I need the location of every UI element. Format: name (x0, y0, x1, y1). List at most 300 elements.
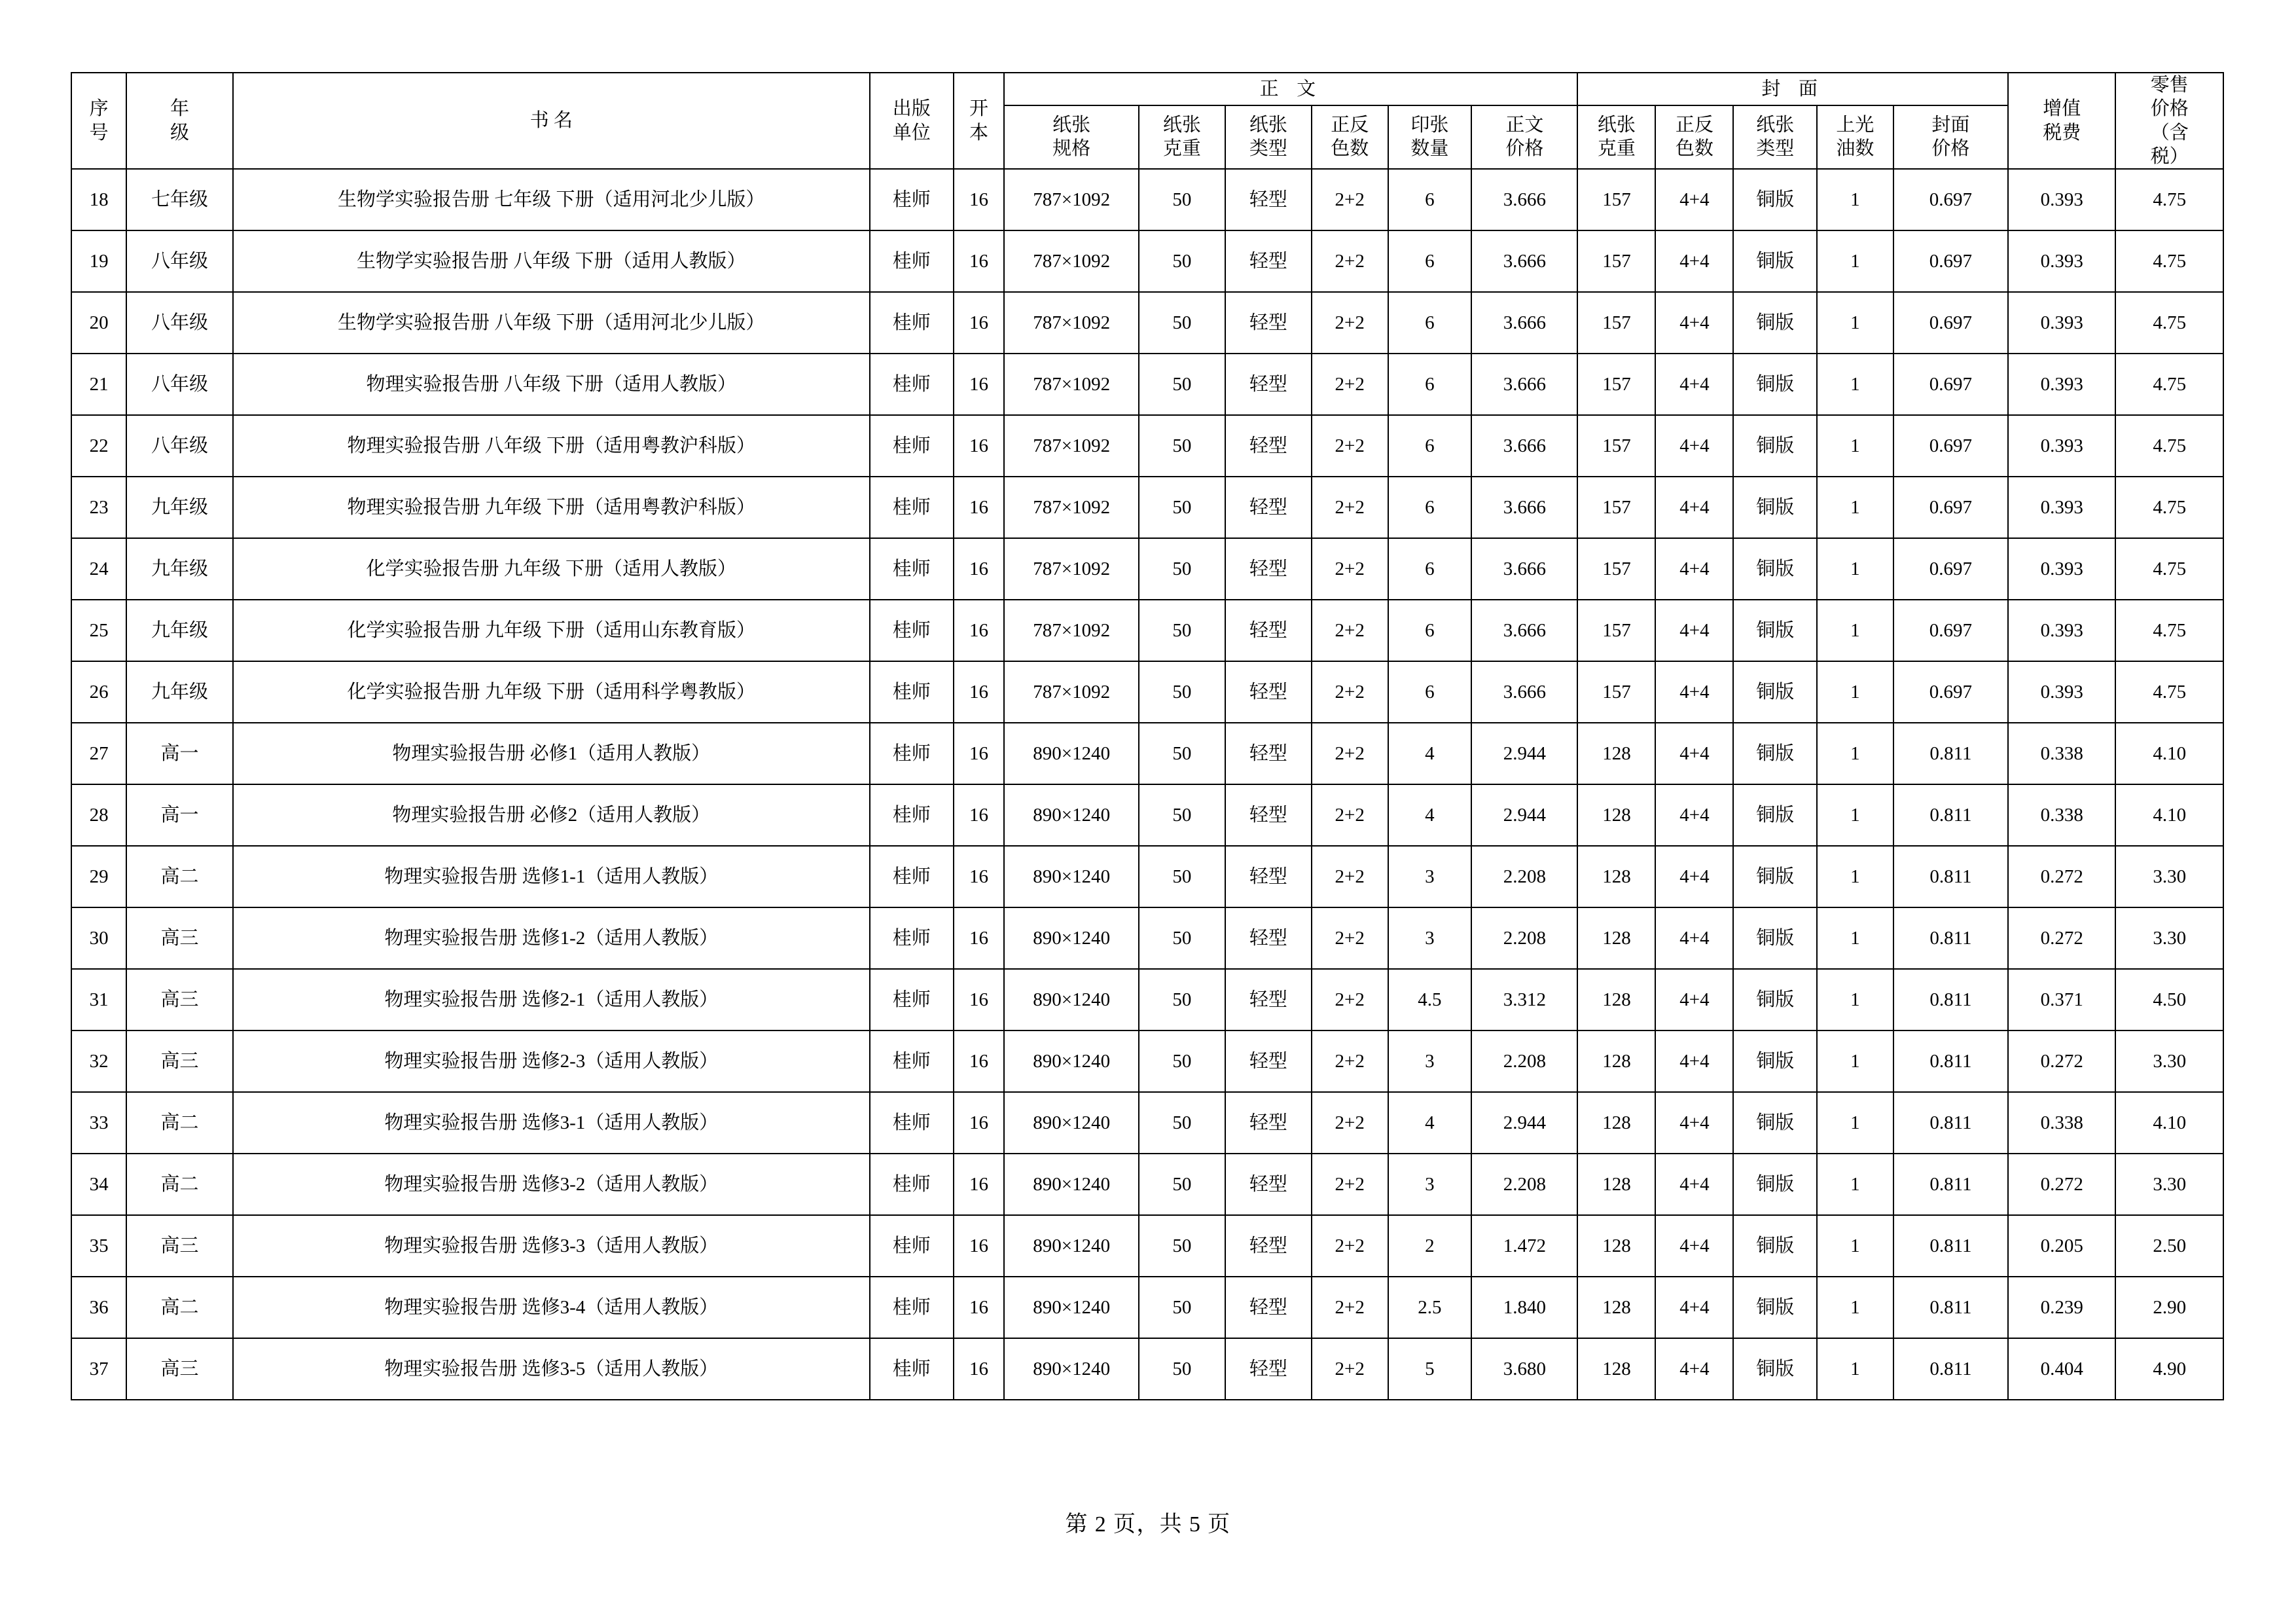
row-cover-colors: 4+4 (1655, 723, 1733, 784)
table-row (71, 907, 2223, 969)
row-body-price: 3.666 (1471, 292, 1577, 354)
row-publisher: 桂师 (870, 415, 954, 477)
row-paper-gsm: 50 (1139, 907, 1225, 969)
row-cover-price: 0.811 (1893, 969, 2008, 1030)
row-cover-type: 铜版 (1733, 1092, 1817, 1154)
row-paper-gsm: 50 (1139, 723, 1225, 784)
row-publisher: 桂师 (870, 723, 954, 784)
row-paper-type: 轻型 (1225, 846, 1312, 907)
row-sheets: 6 (1388, 415, 1472, 477)
row-cover-colors: 4+4 (1655, 1338, 1733, 1400)
row-publisher: 桂师 (870, 538, 954, 600)
row-seq: 19 (71, 230, 126, 292)
row-tax: 0.393 (2008, 600, 2115, 661)
row-cover-gsm: 128 (1577, 907, 1655, 969)
row-cover-gsm: 157 (1577, 415, 1655, 477)
row-cover-type: 铜版 (1733, 230, 1817, 292)
row-book-name: 物理实验报告册 必修1（适用人教版） (233, 723, 870, 784)
row-grade: 八年级 (126, 354, 232, 415)
header-glaze (1817, 105, 1893, 169)
row-publisher: 桂师 (870, 477, 954, 538)
row-format: 16 (954, 784, 1005, 846)
row-paper-type: 轻型 (1225, 1277, 1312, 1338)
row-body-price: 3.312 (1471, 969, 1577, 1030)
row-grade: 高二 (126, 1092, 232, 1154)
row-paper-type: 轻型 (1225, 538, 1312, 600)
row-seq: 27 (71, 723, 126, 784)
row-cover-type: 铜版 (1733, 723, 1817, 784)
table-row (71, 1338, 2223, 1400)
row-grade: 九年级 (126, 661, 232, 723)
row-tax: 0.393 (2008, 538, 2115, 600)
row-seq: 18 (71, 169, 126, 230)
header-cover-colors (1655, 105, 1733, 169)
row-tax: 0.393 (2008, 230, 2115, 292)
row-glaze: 1 (1817, 1215, 1893, 1277)
row-sheets: 6 (1388, 600, 1472, 661)
row-format: 16 (954, 1338, 1005, 1400)
row-tax: 0.338 (2008, 784, 2115, 846)
header-body-price-line1: 正文 (1505, 115, 1544, 136)
row-book-name: 物理实验报告册 选修3-2（适用人教版） (233, 1154, 870, 1215)
row-glaze: 1 (1817, 477, 1893, 538)
row-glaze: 1 (1817, 415, 1893, 477)
row-paper-spec: 890×1240 (1004, 1215, 1138, 1277)
header-paper-gsm-line1: 纸张 (1162, 115, 1201, 136)
row-retail: 4.75 (2115, 169, 2223, 230)
header-paper-type (1225, 105, 1312, 169)
header-retail-line4: 税） (2150, 145, 2189, 167)
row-glaze: 1 (1817, 600, 1893, 661)
row-seq: 34 (71, 1154, 126, 1215)
row-body-price: 3.666 (1471, 600, 1577, 661)
row-cover-type: 铜版 (1733, 354, 1817, 415)
row-paper-spec: 787×1092 (1004, 354, 1138, 415)
row-retail: 3.30 (2115, 1030, 2223, 1092)
row-cover-colors: 4+4 (1655, 230, 1733, 292)
row-book-name: 生物学实验报告册 八年级 下册（适用人教版） (233, 230, 870, 292)
row-paper-type: 轻型 (1225, 600, 1312, 661)
row-cover-type: 铜版 (1733, 538, 1817, 600)
row-book-name: 生物学实验报告册 七年级 下册（适用河北少儿版） (233, 169, 870, 230)
header-body-colors-line2: 色数 (1331, 138, 1369, 160)
table-row (71, 538, 2223, 600)
header-glaze-line1: 上光 (1836, 115, 1874, 136)
table-row (71, 723, 2223, 784)
row-paper-gsm: 50 (1139, 230, 1225, 292)
row-cover-price: 0.811 (1893, 907, 2008, 969)
header-grade-line1: 年 (170, 98, 189, 120)
row-cover-type: 铜版 (1733, 169, 1817, 230)
row-grade: 九年级 (126, 538, 232, 600)
row-paper-spec: 890×1240 (1004, 969, 1138, 1030)
header-publisher-line2: 单位 (892, 122, 931, 143)
row-paper-gsm: 50 (1139, 169, 1225, 230)
row-format: 16 (954, 661, 1005, 723)
table-row (71, 1092, 2223, 1154)
row-cover-type: 铜版 (1733, 907, 1817, 969)
row-tax: 0.272 (2008, 1154, 2115, 1215)
row-glaze: 1 (1817, 907, 1893, 969)
row-paper-gsm: 50 (1139, 969, 1225, 1030)
row-sheets: 4 (1388, 723, 1472, 784)
row-retail: 4.75 (2115, 538, 2223, 600)
header-paper-spec-line1: 纸张 (1052, 115, 1091, 136)
row-grade: 高二 (126, 1154, 232, 1215)
row-cover-gsm: 128 (1577, 969, 1655, 1030)
row-book-name: 生物学实验报告册 八年级 下册（适用河北少儿版） (233, 292, 870, 354)
row-cover-colors: 4+4 (1655, 600, 1733, 661)
row-cover-price: 0.697 (1893, 477, 2008, 538)
row-cover-gsm: 157 (1577, 354, 1655, 415)
row-cover-type: 铜版 (1733, 600, 1817, 661)
row-paper-type: 轻型 (1225, 415, 1312, 477)
row-cover-type: 铜版 (1733, 969, 1817, 1030)
row-book-name: 物理实验报告册 八年级 下册（适用粤教沪科版） (233, 415, 870, 477)
row-tax: 0.272 (2008, 907, 2115, 969)
row-tax: 0.404 (2008, 1338, 2115, 1400)
row-body-colors: 2+2 (1312, 600, 1388, 661)
row-paper-spec: 787×1092 (1004, 538, 1138, 600)
row-cover-colors: 4+4 (1655, 661, 1733, 723)
row-retail: 2.50 (2115, 1215, 2223, 1277)
row-body-price: 2.944 (1471, 1092, 1577, 1154)
row-seq: 20 (71, 292, 126, 354)
row-cover-colors: 4+4 (1655, 477, 1733, 538)
row-body-price: 3.666 (1471, 477, 1577, 538)
row-retail: 4.90 (2115, 1338, 2223, 1400)
header-format (954, 73, 1005, 169)
row-glaze: 1 (1817, 354, 1893, 415)
row-paper-spec: 787×1092 (1004, 230, 1138, 292)
header-body-group: 正 文 (1004, 73, 1577, 105)
row-format: 16 (954, 1092, 1005, 1154)
row-grade: 八年级 (126, 415, 232, 477)
row-sheets: 4.5 (1388, 969, 1472, 1030)
row-retail: 3.30 (2115, 846, 2223, 907)
row-format: 16 (954, 1030, 1005, 1092)
row-body-price: 3.666 (1471, 354, 1577, 415)
row-retail: 4.10 (2115, 1092, 2223, 1154)
row-glaze: 1 (1817, 230, 1893, 292)
row-cover-colors: 4+4 (1655, 846, 1733, 907)
row-cover-price: 0.811 (1893, 1215, 2008, 1277)
row-cover-colors: 4+4 (1655, 354, 1733, 415)
table-header (71, 73, 2223, 169)
row-paper-spec: 787×1092 (1004, 292, 1138, 354)
row-body-colors: 2+2 (1312, 784, 1388, 846)
row-publisher: 桂师 (870, 1030, 954, 1092)
row-cover-gsm: 157 (1577, 477, 1655, 538)
row-tax: 0.393 (2008, 661, 2115, 723)
row-tax: 0.338 (2008, 723, 2115, 784)
header-grade-line2: 级 (170, 122, 189, 143)
row-cover-colors: 4+4 (1655, 1092, 1733, 1154)
row-paper-type: 轻型 (1225, 1338, 1312, 1400)
row-paper-type: 轻型 (1225, 230, 1312, 292)
row-book-name: 物理实验报告册 选修3-5（适用人教版） (233, 1338, 870, 1400)
header-cover-group: 封 面 (1577, 73, 2008, 105)
row-sheets: 2.5 (1388, 1277, 1472, 1338)
row-grade: 高三 (126, 1338, 232, 1400)
row-retail: 4.75 (2115, 415, 2223, 477)
row-seq: 25 (71, 600, 126, 661)
row-cover-gsm: 157 (1577, 538, 1655, 600)
header-cover-type (1733, 105, 1817, 169)
row-cover-price: 0.697 (1893, 538, 2008, 600)
header-seq (71, 73, 126, 169)
header-body-colors (1312, 105, 1388, 169)
row-body-price: 1.472 (1471, 1215, 1577, 1277)
row-publisher: 桂师 (870, 169, 954, 230)
row-cover-price: 0.811 (1893, 784, 2008, 846)
row-body-price: 3.680 (1471, 1338, 1577, 1400)
row-seq: 37 (71, 1338, 126, 1400)
row-cover-price: 0.697 (1893, 415, 2008, 477)
textbook-price-table (71, 72, 2224, 1400)
row-cover-colors: 4+4 (1655, 415, 1733, 477)
row-glaze: 1 (1817, 661, 1893, 723)
header-sheets-line2: 数量 (1410, 138, 1449, 160)
row-format: 16 (954, 1277, 1005, 1338)
row-cover-type: 铜版 (1733, 477, 1817, 538)
row-grade: 高一 (126, 723, 232, 784)
row-paper-gsm: 50 (1139, 1338, 1225, 1400)
header-format-line2: 本 (969, 122, 989, 143)
row-format: 16 (954, 292, 1005, 354)
row-cover-type: 铜版 (1733, 1154, 1817, 1215)
row-glaze: 1 (1817, 784, 1893, 846)
row-cover-type: 铜版 (1733, 846, 1817, 907)
row-body-price: 3.666 (1471, 169, 1577, 230)
row-retail: 4.75 (2115, 292, 2223, 354)
row-tax: 0.338 (2008, 1092, 2115, 1154)
row-format: 16 (954, 1154, 1005, 1215)
header-grade (126, 73, 232, 169)
row-format: 16 (954, 169, 1005, 230)
row-format: 16 (954, 477, 1005, 538)
row-tax: 0.272 (2008, 846, 2115, 907)
row-book-name: 化学实验报告册 九年级 下册（适用科学粤教版） (233, 661, 870, 723)
row-format: 16 (954, 538, 1005, 600)
row-retail: 4.75 (2115, 354, 2223, 415)
header-cover-type-line1: 纸张 (1756, 115, 1795, 136)
row-grade: 八年级 (126, 230, 232, 292)
row-cover-gsm: 128 (1577, 1215, 1655, 1277)
row-book-name: 物理实验报告册 选修1-1（适用人教版） (233, 846, 870, 907)
row-format: 16 (954, 846, 1005, 907)
header-glaze-line2: 油数 (1836, 138, 1874, 160)
table-row (71, 169, 2223, 230)
row-paper-type: 轻型 (1225, 292, 1312, 354)
row-book-name: 化学实验报告册 九年级 下册（适用山东教育版） (233, 600, 870, 661)
row-cover-colors: 4+4 (1655, 784, 1733, 846)
row-glaze: 1 (1817, 1092, 1893, 1154)
row-tax: 0.393 (2008, 477, 2115, 538)
row-cover-type: 铜版 (1733, 1338, 1817, 1400)
row-sheets: 3 (1388, 1030, 1472, 1092)
row-body-colors: 2+2 (1312, 1338, 1388, 1400)
row-glaze: 1 (1817, 969, 1893, 1030)
row-paper-spec: 890×1240 (1004, 784, 1138, 846)
row-body-colors: 2+2 (1312, 969, 1388, 1030)
row-cover-type: 铜版 (1733, 292, 1817, 354)
row-seq: 33 (71, 1092, 126, 1154)
row-seq: 29 (71, 846, 126, 907)
row-sheets: 3 (1388, 1154, 1472, 1215)
row-cover-gsm: 128 (1577, 1277, 1655, 1338)
row-retail: 4.75 (2115, 230, 2223, 292)
header-publisher (870, 73, 954, 169)
header-paper-type-line1: 纸张 (1249, 115, 1287, 136)
row-tax: 0.393 (2008, 354, 2115, 415)
row-paper-spec: 890×1240 (1004, 723, 1138, 784)
header-cover-price (1893, 105, 2008, 169)
row-retail: 3.30 (2115, 1154, 2223, 1215)
row-sheets: 6 (1388, 169, 1472, 230)
row-paper-gsm: 50 (1139, 292, 1225, 354)
row-body-colors: 2+2 (1312, 415, 1388, 477)
row-seq: 36 (71, 1277, 126, 1338)
row-glaze: 1 (1817, 169, 1893, 230)
row-body-price: 3.666 (1471, 230, 1577, 292)
row-seq: 35 (71, 1215, 126, 1277)
row-paper-type: 轻型 (1225, 907, 1312, 969)
header-body-price (1471, 105, 1577, 169)
header-cover-colors-line2: 色数 (1675, 138, 1713, 160)
row-paper-gsm: 50 (1139, 1030, 1225, 1092)
row-paper-type: 轻型 (1225, 1215, 1312, 1277)
row-sheets: 6 (1388, 230, 1472, 292)
row-grade: 高三 (126, 1030, 232, 1092)
row-book-name: 化学实验报告册 九年级 下册（适用人教版） (233, 538, 870, 600)
row-body-colors: 2+2 (1312, 292, 1388, 354)
row-glaze: 1 (1817, 723, 1893, 784)
row-publisher: 桂师 (870, 1215, 954, 1277)
row-cover-type: 铜版 (1733, 661, 1817, 723)
header-cover-type-line2: 类型 (1756, 138, 1795, 160)
row-glaze: 1 (1817, 538, 1893, 600)
row-paper-spec: 890×1240 (1004, 907, 1138, 969)
row-cover-gsm: 157 (1577, 292, 1655, 354)
row-cover-gsm: 128 (1577, 1338, 1655, 1400)
row-paper-type: 轻型 (1225, 661, 1312, 723)
row-publisher: 桂师 (870, 292, 954, 354)
header-paper-gsm (1139, 105, 1225, 169)
row-seq: 23 (71, 477, 126, 538)
row-cover-type: 铜版 (1733, 415, 1817, 477)
row-retail: 4.75 (2115, 477, 2223, 538)
table-row (71, 600, 2223, 661)
row-cover-price: 0.811 (1893, 1338, 2008, 1400)
header-tax (2008, 73, 2115, 169)
row-publisher: 桂师 (870, 969, 954, 1030)
row-paper-type: 轻型 (1225, 477, 1312, 538)
row-cover-gsm: 128 (1577, 1154, 1655, 1215)
header-paper-type-line2: 类型 (1249, 138, 1287, 160)
row-book-name: 物理实验报告册 选修3-3（适用人教版） (233, 1215, 870, 1277)
row-retail: 4.75 (2115, 600, 2223, 661)
row-retail: 4.75 (2115, 661, 2223, 723)
row-paper-gsm: 50 (1139, 1092, 1225, 1154)
row-format: 16 (954, 354, 1005, 415)
row-cover-price: 0.811 (1893, 723, 2008, 784)
row-format: 16 (954, 969, 1005, 1030)
table-row (71, 846, 2223, 907)
table-row (71, 1277, 2223, 1338)
row-cover-colors: 4+4 (1655, 1215, 1733, 1277)
row-cover-price: 0.697 (1893, 169, 2008, 230)
row-grade: 九年级 (126, 600, 232, 661)
row-book-name: 物理实验报告册 八年级 下册（适用人教版） (233, 354, 870, 415)
header-seq-line2: 号 (89, 122, 109, 143)
row-format: 16 (954, 600, 1005, 661)
row-cover-colors: 4+4 (1655, 292, 1733, 354)
row-body-colors: 2+2 (1312, 723, 1388, 784)
row-paper-gsm: 50 (1139, 415, 1225, 477)
row-cover-gsm: 157 (1577, 230, 1655, 292)
header-retail-price (2115, 73, 2223, 169)
row-format: 16 (954, 1215, 1005, 1277)
row-sheets: 6 (1388, 661, 1472, 723)
header-book-name: 书 名 (233, 73, 870, 169)
row-body-colors: 2+2 (1312, 1092, 1388, 1154)
row-cover-gsm: 128 (1577, 846, 1655, 907)
row-cover-colors: 4+4 (1655, 1277, 1733, 1338)
row-tax: 0.393 (2008, 415, 2115, 477)
row-paper-type: 轻型 (1225, 354, 1312, 415)
row-body-price: 3.666 (1471, 415, 1577, 477)
row-publisher: 桂师 (870, 600, 954, 661)
row-format: 16 (954, 723, 1005, 784)
price-table-container (71, 72, 2224, 1400)
header-paper-spec (1004, 105, 1138, 169)
row-paper-gsm: 50 (1139, 477, 1225, 538)
header-seq-line1: 序 (89, 98, 109, 120)
row-seq: 26 (71, 661, 126, 723)
row-format: 16 (954, 230, 1005, 292)
row-sheets: 3 (1388, 846, 1472, 907)
row-seq: 24 (71, 538, 126, 600)
table-row (71, 477, 2223, 538)
row-cover-colors: 4+4 (1655, 538, 1733, 600)
header-cover-gsm-line1: 纸张 (1597, 115, 1636, 136)
row-grade: 九年级 (126, 477, 232, 538)
row-seq: 30 (71, 907, 126, 969)
row-paper-gsm: 50 (1139, 846, 1225, 907)
table-row (71, 784, 2223, 846)
header-cover-gsm-line2: 克重 (1597, 138, 1636, 160)
row-paper-spec: 890×1240 (1004, 1092, 1138, 1154)
row-body-colors: 2+2 (1312, 661, 1388, 723)
row-body-colors: 2+2 (1312, 1277, 1388, 1338)
header-sheets-line1: 印张 (1410, 115, 1449, 136)
row-sheets: 3 (1388, 907, 1472, 969)
row-cover-price: 0.811 (1893, 1030, 2008, 1092)
row-cover-price: 0.697 (1893, 661, 2008, 723)
row-paper-gsm: 50 (1139, 600, 1225, 661)
row-paper-gsm: 50 (1139, 1154, 1225, 1215)
row-paper-type: 轻型 (1225, 723, 1312, 784)
row-cover-price: 0.811 (1893, 1277, 2008, 1338)
row-body-price: 2.944 (1471, 784, 1577, 846)
row-paper-type: 轻型 (1225, 1092, 1312, 1154)
row-book-name: 物理实验报告册 选修3-1（适用人教版） (233, 1092, 870, 1154)
row-body-colors: 2+2 (1312, 354, 1388, 415)
row-seq: 31 (71, 969, 126, 1030)
row-cover-gsm: 128 (1577, 1092, 1655, 1154)
header-tax-line2: 税费 (2043, 122, 2081, 143)
